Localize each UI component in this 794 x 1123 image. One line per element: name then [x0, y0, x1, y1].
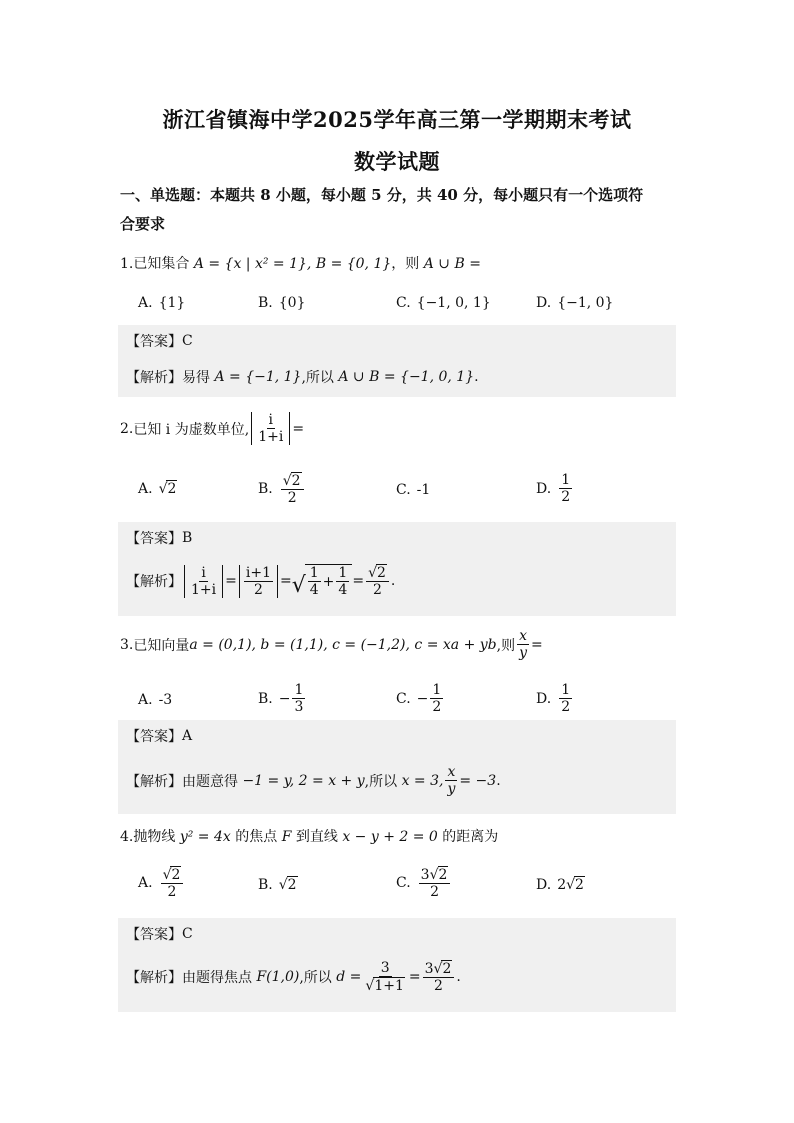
answer-row: 【答案】 A	[126, 728, 193, 745]
question-number: 3.	[120, 636, 134, 653]
question-text: 已知向量	[133, 637, 190, 654]
option-a: A. -3	[138, 692, 173, 708]
question-number: 4.	[120, 829, 134, 845]
answer-box-4	[118, 918, 676, 1012]
abs-value: $\frac{i}{1+i}$	[251, 412, 290, 445]
answer-box-1	[118, 325, 676, 397]
question-3: 3. 已知向量 a = (0,1), b = (1,1), c = (−1,2), c = xa + yb ,则 $\frac{x}{y}$ =	[120, 628, 543, 661]
answer-row: 【答案】 C	[126, 926, 193, 943]
question-4: 4.抛物线 y² = 4x 的焦点 F 到直线 x − y + 2 = 0 的距离为	[120, 829, 499, 845]
option-d: D. {−1, 0}	[536, 295, 614, 311]
question-expr-tail: A ∪ B =	[423, 256, 481, 272]
option-b: B. − $\frac{1}{3}$	[258, 682, 304, 715]
section-heading-line2: 合要求	[120, 215, 166, 233]
option-b: B. √ 2 2	[258, 472, 306, 506]
answer-box-3	[118, 720, 676, 814]
option-c: C. 3 √ 2 2	[396, 866, 452, 900]
question-number: 2.	[120, 420, 134, 437]
option-b: B. √ 2	[258, 876, 297, 893]
answer-box-2	[118, 522, 676, 616]
exam-subtitle: 数学试题	[354, 149, 440, 174]
question-text: 已知 i 为虚数单位,	[133, 421, 250, 438]
section-heading-line1: 一、单选题：本题共 8 小题，每小题 5 分，共 40 分，每小题只有一个选项符	[120, 186, 644, 204]
option-d: D. $\frac{1}{2}$	[536, 682, 571, 715]
exam-title: 浙江省镇海中学2025学年高三第一学期期末考试	[162, 107, 632, 132]
analysis-row: 【解析】 由题意得 −1 = y, 2 = x + y ,所以 x = 3, $\frac{x}{y}$ = −3 .	[126, 764, 501, 797]
option-d: D. 2 √ 2	[536, 876, 584, 893]
answer-row: 【答案】 C	[126, 333, 193, 350]
question-2: 2. 已知 i 为虚数单位, $\frac{i}{1+i}$ =	[120, 412, 305, 445]
question-expr: A = {x | x² = 1}, B = {0, 1}	[193, 256, 392, 272]
option-a: A. √ 2	[138, 480, 177, 497]
analysis-row: 【解析】 易得 A = {−1, 1} ,所以 A ∪ B = {−1, 0, 1} .	[126, 369, 479, 386]
option-a: A. {1}	[138, 295, 186, 311]
question-tail: ，则	[391, 256, 420, 272]
option-b: B. {0}	[258, 295, 306, 311]
option-c: C. {−1, 0, 1}	[396, 295, 491, 311]
section-heading	[120, 181, 680, 239]
question-expr: a = (0,1), b = (1,1), c = (−1,2), c = xa + yb	[189, 636, 497, 653]
question-number: 1.	[120, 256, 134, 272]
analysis-row: 【解析】 $\frac{i}{1+i}$ = $\frac{i+1}{2}$ = √ $\frac{1}{4}$ + $\frac{1}{4}$ = √ 2 2 .	[126, 564, 396, 598]
analysis-row: 【解析】 由题得焦点 F(1,0) ,所以 d = 3 √ 1+1 = 3 √ 2 2 .	[126, 960, 461, 994]
question-text: 已知集合	[133, 256, 190, 272]
question-1	[120, 253, 481, 273]
answer-row: 【答案】 B	[126, 530, 193, 547]
option-a: A. √ 2 2	[138, 866, 185, 900]
option-c: C. − $\frac{1}{2}$	[396, 682, 442, 715]
question-text: 抛物线	[133, 829, 176, 845]
option-d: D. $\frac{1}{2}$	[536, 472, 571, 505]
option-c: C. -1	[396, 482, 431, 498]
